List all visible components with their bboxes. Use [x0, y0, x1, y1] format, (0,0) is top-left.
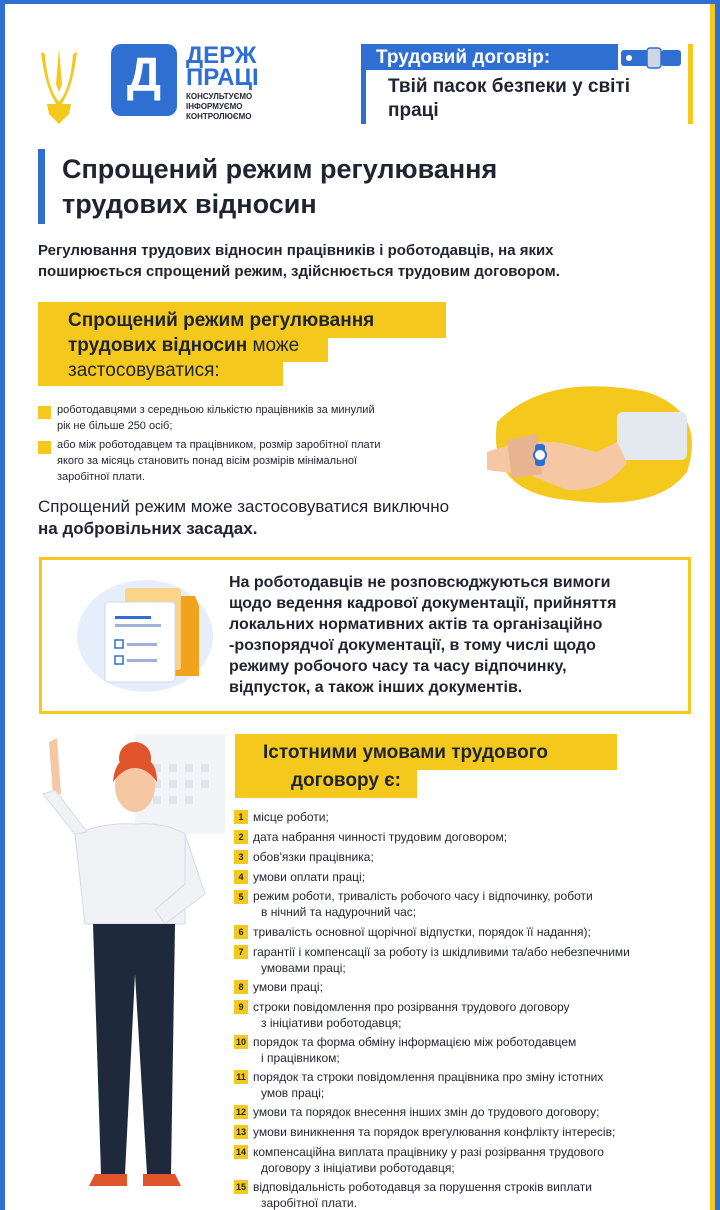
item-number: 6 — [234, 925, 248, 939]
item-5-line1: режим роботи, тривалість робочого часу і відпочинку, роботи — [253, 889, 593, 903]
ribbon-subtitle-2: праці — [388, 100, 439, 121]
section1-heading-line2 — [68, 335, 299, 357]
section2-line4: -розпорядчої документації, в тому числі щодо — [229, 637, 596, 654]
infographic-page — [5, 0, 715, 1210]
item-14-line1: компенсаційна виплата працівнику у разі розірвання трудового — [253, 1145, 604, 1159]
bullet-marker — [38, 406, 51, 419]
logo-box — [111, 44, 177, 116]
item-5-line2: в нічний та надурочний час; — [261, 905, 417, 919]
bullet-marker — [38, 441, 51, 454]
logo-letter: Д — [126, 49, 162, 102]
bullet-2-line1: або між роботодавцем та працівником, розмір заробітної плати — [57, 439, 381, 451]
ribbon-top — [366, 44, 618, 70]
item-6-line1: тривалість основної щорічної відпустки, порядок її надання); — [253, 925, 591, 939]
item-number: 14 — [235, 1147, 246, 1157]
item-number: 9 — [234, 1000, 248, 1014]
note-line2: на добровільних засадах. — [38, 519, 258, 538]
list-item — [253, 1124, 703, 1140]
item-10-line1: порядок та форма обміну інформацією між роботодавцем — [253, 1035, 577, 1049]
item-number: 5 — [234, 890, 248, 904]
list-item — [253, 1144, 703, 1176]
yellow-edge — [710, 4, 715, 1210]
section2-line2: щодо ведення кадрової документації, прийняття — [229, 595, 617, 612]
item-7-line2: умовами праці; — [261, 961, 346, 975]
list-item — [253, 809, 703, 825]
list-item — [253, 1179, 703, 1210]
bullet-2-line3: заробітної плати. — [57, 471, 145, 483]
item-15-line2: заробітної плати. — [261, 1196, 357, 1210]
list-item — [253, 1034, 703, 1066]
item-9-line1: строки повідомлення про розірвання трудового договору — [253, 1000, 570, 1014]
list-item — [253, 849, 703, 865]
item-1-line1: місце роботи; — [253, 810, 329, 824]
handshake-icon — [467, 382, 697, 507]
list-item — [253, 999, 703, 1031]
bullet-text-1 — [57, 402, 477, 434]
item-2-line1: дата набрання чинності трудовим договором; — [253, 830, 508, 844]
item-9-line2: з ініціативи роботодавця; — [261, 1016, 402, 1030]
title-accent-bar — [38, 149, 45, 224]
list-item — [253, 924, 703, 940]
ribbon-banner — [361, 44, 693, 124]
item-7-line1: гарантії і компенсації за роботу із шкідливими та/або небезпечними — [253, 945, 630, 959]
item-number: 3 — [234, 850, 248, 864]
item-number: 8 — [234, 980, 248, 994]
item-number: 10 — [235, 1037, 246, 1047]
woman-illustration — [35, 734, 230, 1210]
list-item — [253, 944, 703, 976]
ribbon-subtitle-1: Твій пасок безпеки у світі — [388, 76, 631, 97]
brand-sub-2: ІНФОРМУЄМО — [186, 102, 243, 111]
item-11-line2: умов праці; — [261, 1086, 325, 1100]
item-8-line1: умови праці; — [253, 980, 323, 994]
bullet-1-line2: рік не більше 250 осіб; — [57, 420, 173, 432]
list-item — [253, 888, 703, 920]
item-number: 11 — [234, 1070, 248, 1084]
list-item — [253, 829, 703, 845]
section1-heading-line1: Спрощений режим регулювання — [68, 310, 375, 331]
section1-heading — [38, 302, 448, 390]
item-3-line1: обов'язки працівника; — [253, 850, 374, 864]
section1-heading-rest: може — [247, 335, 300, 356]
list-item — [253, 979, 703, 995]
item-14-line2: договору з ініціативи роботодавця; — [261, 1161, 455, 1175]
item-number: 4 — [234, 870, 248, 884]
item-number: 1 — [234, 810, 248, 824]
item-13-line1: умови виникнення та порядок врегулювання конфлікту інтересів; — [253, 1125, 616, 1139]
item-10-line2: і працівником; — [261, 1051, 340, 1065]
seatbelt-buckle-icon — [621, 46, 683, 70]
item-number: 12 — [235, 1107, 246, 1117]
section1-heading-line3: застосовуватися: — [68, 360, 220, 381]
brand-sub-3: КОНТРОЛЮЄМО — [186, 112, 252, 121]
bullet-text-2 — [57, 437, 477, 485]
section2-line6: відпусток, а також інших документів. — [229, 679, 523, 696]
item-number: 7 — [234, 945, 248, 959]
ribbon-title: Трудовий договір: — [376, 47, 551, 68]
bullet-2-line2: якого за місяць становить понад вісім розмірів мінімальної — [57, 455, 358, 467]
section3-heading-line1: Істотними умовами трудового — [263, 742, 548, 763]
section2-line5: режиму робочого часу та часу відпочинку, — [229, 658, 567, 675]
section2-line1: На роботодавців не розповсюджуються вимоги — [229, 574, 611, 591]
list-item — [253, 1104, 703, 1120]
brand-sub-1: КОНСУЛЬТУЄМО — [186, 92, 253, 101]
item-4-line1: умови оплати праці; — [253, 870, 366, 884]
intro-line1: Регулювання трудових відносин працівників і роботодавців, на яких — [38, 242, 554, 259]
bullet-1-line1: роботодавцями з середньою кількістю працівників за минулий — [57, 404, 375, 416]
documents-icon — [75, 566, 215, 696]
item-number: 15 — [235, 1182, 246, 1192]
item-15-line1: відповідальність роботодавця за порушення строків виплати — [253, 1180, 592, 1194]
section1-heading-bold: трудових відносин — [68, 335, 248, 356]
page-title-line2: трудових відносин — [62, 189, 317, 219]
note-line1: Спрощений режим може застосовуватися виключно — [38, 497, 450, 516]
trident-icon — [35, 44, 83, 128]
item-number: 13 — [235, 1127, 246, 1137]
list-item — [253, 1069, 703, 1101]
item-11-line1: порядок та строки повідомлення працівника про зміну істотних — [253, 1070, 604, 1084]
intro-line2: поширюється спрощений режим, здійснюється трудовим договором. — [38, 263, 560, 280]
item-12-line1: умови та порядок внесення інших змін до трудового договору; — [253, 1105, 600, 1119]
item-number: 2 — [234, 830, 248, 844]
brand-line1: ДЕРЖ — [186, 42, 257, 69]
page-title-line1: Спрощений режим регулювання — [62, 154, 498, 184]
section3-heading-line2: договору є: — [291, 770, 401, 791]
list-item — [253, 869, 703, 885]
section2-line3: локальних нормативних актів та організаційно — [229, 616, 603, 633]
brand-line2: ПРАЦІ — [186, 64, 259, 91]
